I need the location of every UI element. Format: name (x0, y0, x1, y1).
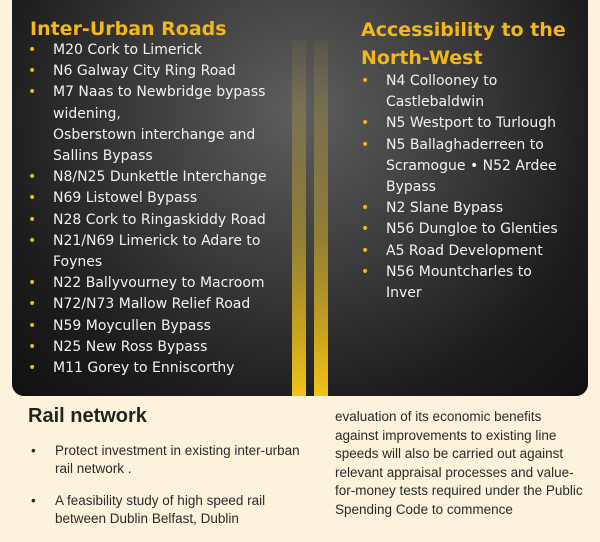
road-list-item (26, 40, 288, 61)
road-list-item (26, 273, 288, 294)
road-item-text: N6 Galway City Ring Road (53, 63, 236, 80)
inter-urban-roads-list (26, 40, 288, 379)
road-item-text: N5 Ballaghaderreen to Scramogue • N52 Ardee Bypass (386, 136, 557, 196)
road-list-item (26, 167, 288, 188)
road-item-text: N25 New Ross Bypass (53, 338, 208, 355)
inter-urban-roads-title: Inter-Urban Roads (30, 18, 227, 40)
road-item-text: N56 Dungloe to Glenties (386, 221, 558, 238)
road-item-text: M20 Cork to Limerick (53, 42, 202, 58)
roads-panel (12, 0, 588, 396)
road-item-text: N5 Westport to Turlough (386, 115, 557, 132)
road-item-subtext: Osberstown interchange and Sallins Bypass (53, 126, 256, 165)
road-marking-stripe (314, 40, 328, 396)
rail-network-list (28, 442, 303, 542)
road-item-text: N56 Mountcharles to Inver (386, 263, 532, 302)
road-list-item (26, 231, 288, 273)
road-list-item (359, 198, 559, 219)
road-list-item (26, 294, 288, 315)
road-item-text: N8/N25 Dunkettle Interchange (53, 169, 267, 186)
road-list-item (26, 82, 288, 167)
road-item-text: N59 Moycullen Bypass (53, 317, 211, 334)
road-item-text: N22 Ballyvourney to Macroom (53, 275, 265, 292)
rail-list-item: • A feasibility study of high speed rail between Dublin Belfast, Dublin (28, 492, 303, 528)
road-item-text: M7 Naas to Newbridge bypass widening, (53, 84, 266, 122)
road-item-text: A5 Road Development (386, 242, 543, 259)
road-list-item (26, 337, 288, 358)
road-list-item (26, 188, 288, 209)
road-list-item (26, 316, 288, 337)
road-list-item (359, 262, 559, 304)
road-list-item (359, 219, 559, 240)
road-item-text: N69 Listowel Bypass (53, 190, 198, 207)
road-item-text: N28 Cork to Ringaskiddy Road (53, 211, 266, 228)
road-list-item (359, 241, 559, 262)
road-list-item (359, 113, 559, 134)
road-item-text: N72/N73 Mallow Relief Road (53, 296, 251, 313)
road-list-item (26, 61, 288, 82)
road-list-item (26, 358, 288, 379)
rail-network-title: Rail network (28, 405, 147, 427)
north-west-title: Accessibility to the North-West (361, 19, 566, 69)
rail-continuation-text: evaluation of its economic benefits against improvements to existing line speeds will also be carried out against relevant appraisal processes and value-for-money tests required under the Public Spending Code to commence (335, 409, 583, 517)
road-item-text: M11 Gorey to Enniscorthy (53, 360, 235, 377)
road-list-item (359, 135, 559, 199)
road-list-item (26, 210, 288, 231)
road-list-item (359, 71, 559, 113)
road-marking-stripe (292, 40, 306, 396)
rail-list-item: • Protect investment in existing inter-urban rail network . (28, 442, 303, 478)
road-item-text: N21/N69 Limerick to Adare to Foynes (53, 232, 261, 271)
road-item-text: N2 Slane Bypass (386, 200, 504, 217)
north-west-roads-list (359, 71, 559, 304)
road-item-text: N4 Collooney to Castlebaldwin (386, 73, 498, 111)
